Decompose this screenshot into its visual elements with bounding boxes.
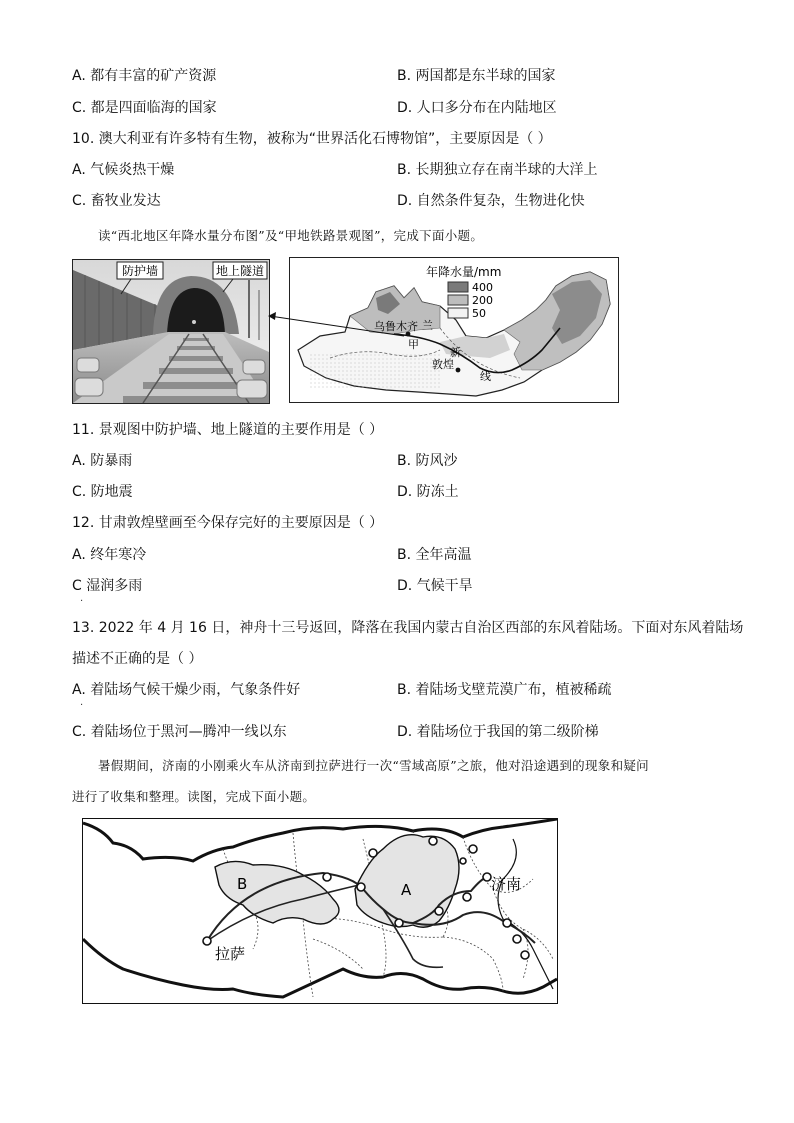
q9-option-c: C. 都是四面临海的国家 (72, 100, 217, 116)
q9-option-b: B. 两国都是东半球的国家 (397, 68, 556, 84)
q12-option-d: D. 气候干旱 (397, 578, 473, 594)
q9-option-a: A. 都有丰富的矿产资源 (72, 68, 217, 84)
legend-swatch-400 (448, 282, 468, 292)
q13-option-b: B. 着陆场戈壁荒漠广布，植被稀疏 (397, 682, 612, 698)
legend-value-50: 50 (472, 307, 486, 320)
intro-trip-line2: 进行了收集和整理。读图，完成下面小题。 (72, 789, 316, 804)
legend-swatch-50 (448, 308, 468, 318)
q13-option-a: A. 着陆场气候干燥少雨，气象条件好 (72, 682, 301, 698)
q11-option-a: A. 防暴雨 (72, 453, 133, 469)
q12-option-c: C 湿润多雨 (72, 578, 143, 594)
q13-option-d: D. 着陆场位于我国的第二级阶梯 (397, 724, 599, 740)
q11-option-c: C. 防地震 (72, 484, 133, 500)
legend-value-400: 400 (472, 281, 493, 294)
legend-title: 年降水量/mm (426, 265, 502, 279)
q11-option-b: B. 防风沙 (397, 453, 458, 469)
rail-char-lan: 兰 (422, 319, 433, 332)
scan-mark-2: · (80, 700, 84, 711)
legend-swatch-200 (448, 295, 468, 305)
legend-value-200: 200 (472, 294, 493, 307)
q13-stem-line1: 13. 2022 年 4 月 16 日，神舟十三号返回，降落在我国内蒙古自治区西部的东风着陆场。下面对东风着陆场 (72, 620, 744, 636)
q12-option-a: A. 终年寒冷 (72, 547, 147, 563)
q10-option-b: B. 长期独立存在南半球的大洋上 (397, 162, 598, 178)
scan-mark: · (80, 596, 84, 607)
city-dunhuang: 敦煌 (432, 358, 454, 371)
q10-option-d: D. 自然条件复杂，生物进化快 (397, 193, 585, 209)
q12-stem: 12. 甘肃敦煌壁画至今保存完好的主要原因是（ ） (72, 515, 384, 531)
q13-stem-line2: 描述不正确的是（ ） (72, 651, 203, 667)
q10-option-a: A. 气候炎热干燥 (72, 162, 175, 178)
intro-trip-line1: 暑假期间，济南的小刚乘火车从济南到拉萨进行一次“雪域高原”之旅，他对沿途遇到的现象和疑问 (98, 758, 649, 773)
q13-option-c: C. 着陆场位于黑河—腾冲一线以东 (72, 724, 287, 740)
intro-northwest: 读“西北地区年降水量分布图”及“甲地铁路景观图”，完成下面小题。 (98, 228, 484, 243)
city-jinan: 济南 (491, 875, 522, 893)
city-lhasa: 拉萨 (215, 945, 246, 963)
q11-option-d: D. 防冻土 (397, 484, 459, 500)
rail-char-xin: 新 (450, 346, 461, 359)
q9-option-d: D. 人口多分布在内陆地区 (397, 100, 557, 116)
rail-char-xian: 线 (480, 370, 491, 383)
place-jia: 甲 (408, 338, 419, 351)
q10-option-c: C. 畜牧业发达 (72, 193, 161, 209)
railway-landscape-photo (72, 259, 270, 404)
q10-stem: 10. 澳大利亚有许多特有生物，被称为“世界活化石博物馆”，主要原因是（ ） (72, 131, 552, 147)
q11-stem: 11. 景观图中防护墙、地上隧道的主要作用是（ ） (72, 422, 384, 438)
label-ground-tunnel: 地上隧道 (215, 264, 265, 278)
region-b-label: B (237, 875, 248, 893)
q12-option-b: B. 全年高温 (397, 547, 472, 563)
jinan-lhasa-railway-map (82, 818, 558, 1004)
city-urumqi: 乌鲁木齐 (374, 320, 418, 333)
region-a-label: A (401, 881, 412, 899)
pointer-arrow (262, 300, 412, 360)
label-protective-wall: 防护墙 (121, 264, 159, 278)
